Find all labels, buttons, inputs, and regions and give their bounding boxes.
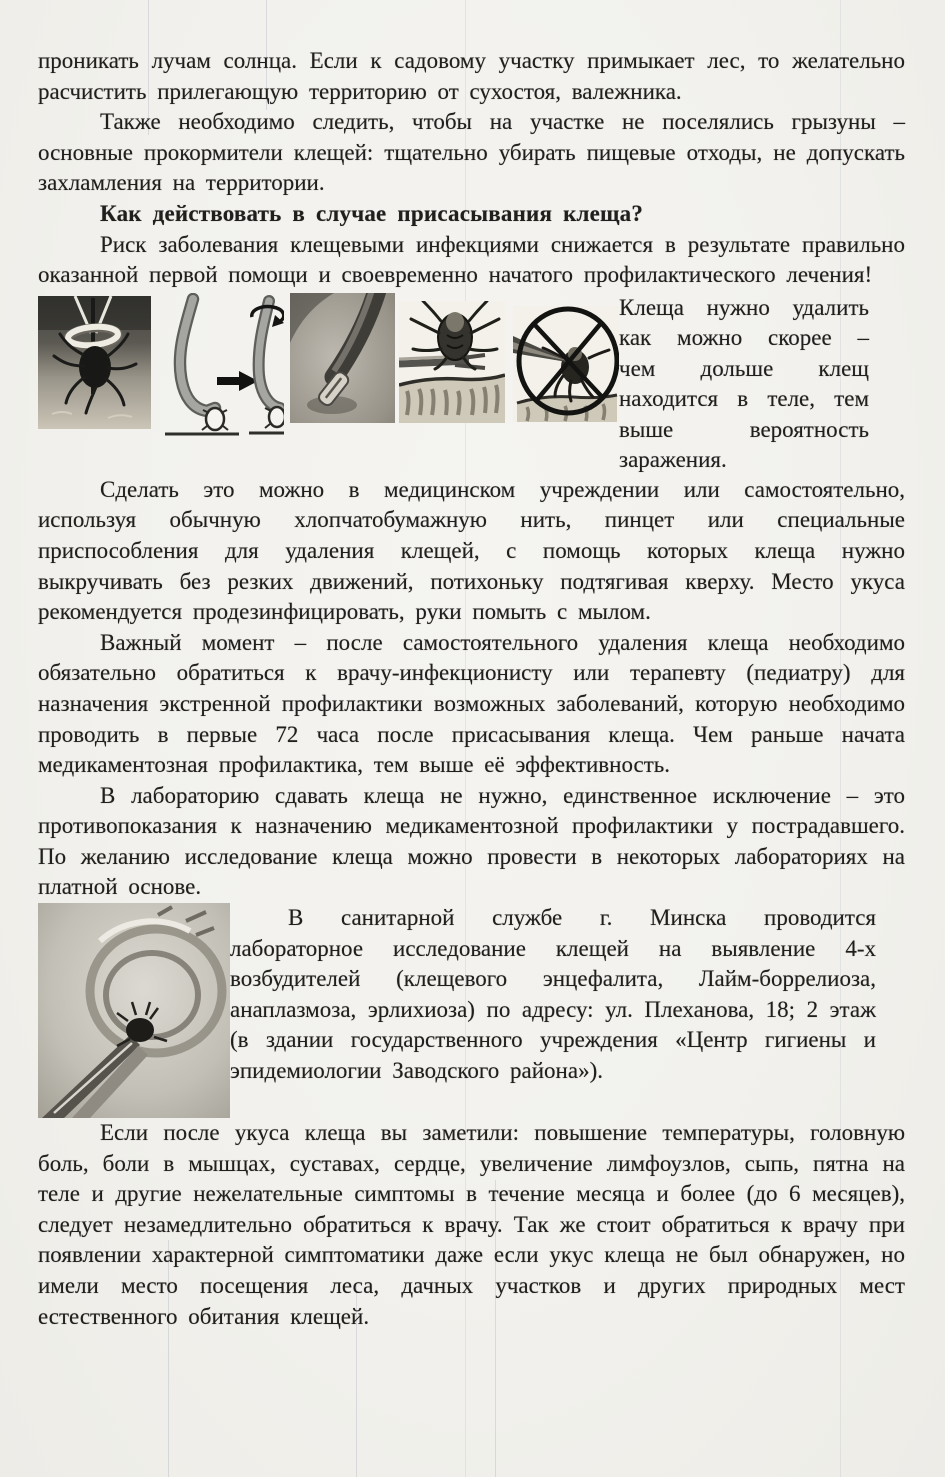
figure-strip bbox=[38, 293, 905, 475]
paragraph-removal: Сделать это можно в медицинском учреждении или самостоятельно, используя обычную хлопчатобумажную нить, пинцет или специальные приспособления для удаления клещей, с помощь которых клеща нужно выкручивать без резких движений, потихоньку подтягивая кверху. Место укуса рекомендуется продезинфицировать, руки помыть с мылом. bbox=[38, 476, 905, 625]
paragraph-territory-continuation: проникать лучам солнца. Если к садовому участку примыкает лес, то желательно расчистить прилегающую территорию от сухостоя, валежника. bbox=[38, 48, 905, 104]
paragraph-symptoms: Если после укуса клеща вы заметили: повышение температуры, головную боль, боли в мышцах, суставах, сердце, увеличение лимфоузлов, сыпь, пятна на теле и другие нежелательные симптомы в течение месяца и более (до 6 месяцев), следует незамедлительно обратиться к врачу. Так же стоит обратиться к врачу при появлении характерной симптоматики даже если укус клеща не был обнаружен, но имели место посещения леса, дачных участков и других природных мест естественного обитания клещей. bbox=[38, 1120, 905, 1329]
tick-tool-closeup-photo bbox=[290, 293, 395, 423]
paragraph-important: Важный момент – после самостоятельного удаления клеща необходимо обязательно обратиться к врачу-инфекционисту или терапевту (педиатру) для назначения экстренной профилактики возможных заболеваний, которую необходимо проводить в первые 72 часа после присасывания клеща. Чем раньше начата медикаментозная профилактика, тем выше её эффективность. bbox=[38, 629, 905, 778]
paragraph-lab: В лабораторию сдавать клеща не нужно, единственное исключение – это противопоказания к назначению медикаментозной профилактики у пострадавшего. По желанию исследование клеща можно провести в некоторых лабораториях на платной основе. bbox=[38, 782, 905, 900]
tick-twister-hook-diagram bbox=[157, 293, 284, 445]
no-squeeze-prohibition-diagram bbox=[513, 306, 619, 422]
lab-note: В санитарной службе г. Минска проводится лабораторное исследование клещей на выявление 4-х возбудителей (клещевого энцефалита, Лайм-боррелиоза, анаплазмоза, эрлихиоза) по адресу: ул. Плеханова, 18; 2 этаж (в здании государственного учреждения «Центр гигиены и эпидемиологии Заводского района»). bbox=[230, 905, 876, 1084]
side-note: Клеща нужно удалить как можно скорее – чем дольше клещ находится в теле, тем выше вероятность заражения. bbox=[619, 294, 869, 473]
section-heading: Как действовать в случае присасывания клеща? bbox=[100, 200, 644, 226]
tick-fork-slide-diagram bbox=[399, 301, 505, 423]
tick-thread-removal-photo bbox=[38, 296, 151, 429]
document-body bbox=[38, 46, 905, 1332]
tick-in-tweezers-vial-photo bbox=[38, 903, 230, 1118]
paragraph-risk: Риск заболевания клещевыми инфекциями снижается в результате правильно оказанной первой помощи и своевременно начатого профилактического лечения! bbox=[38, 231, 905, 288]
lab-figure-row bbox=[38, 903, 905, 1118]
paragraph-rodents: Также необходимо следить, чтобы на участке не поселялись грызуны – основные прокормители клещей: тщательно убирать пищевые отходы, не допускать захламления на территории. bbox=[38, 109, 905, 196]
